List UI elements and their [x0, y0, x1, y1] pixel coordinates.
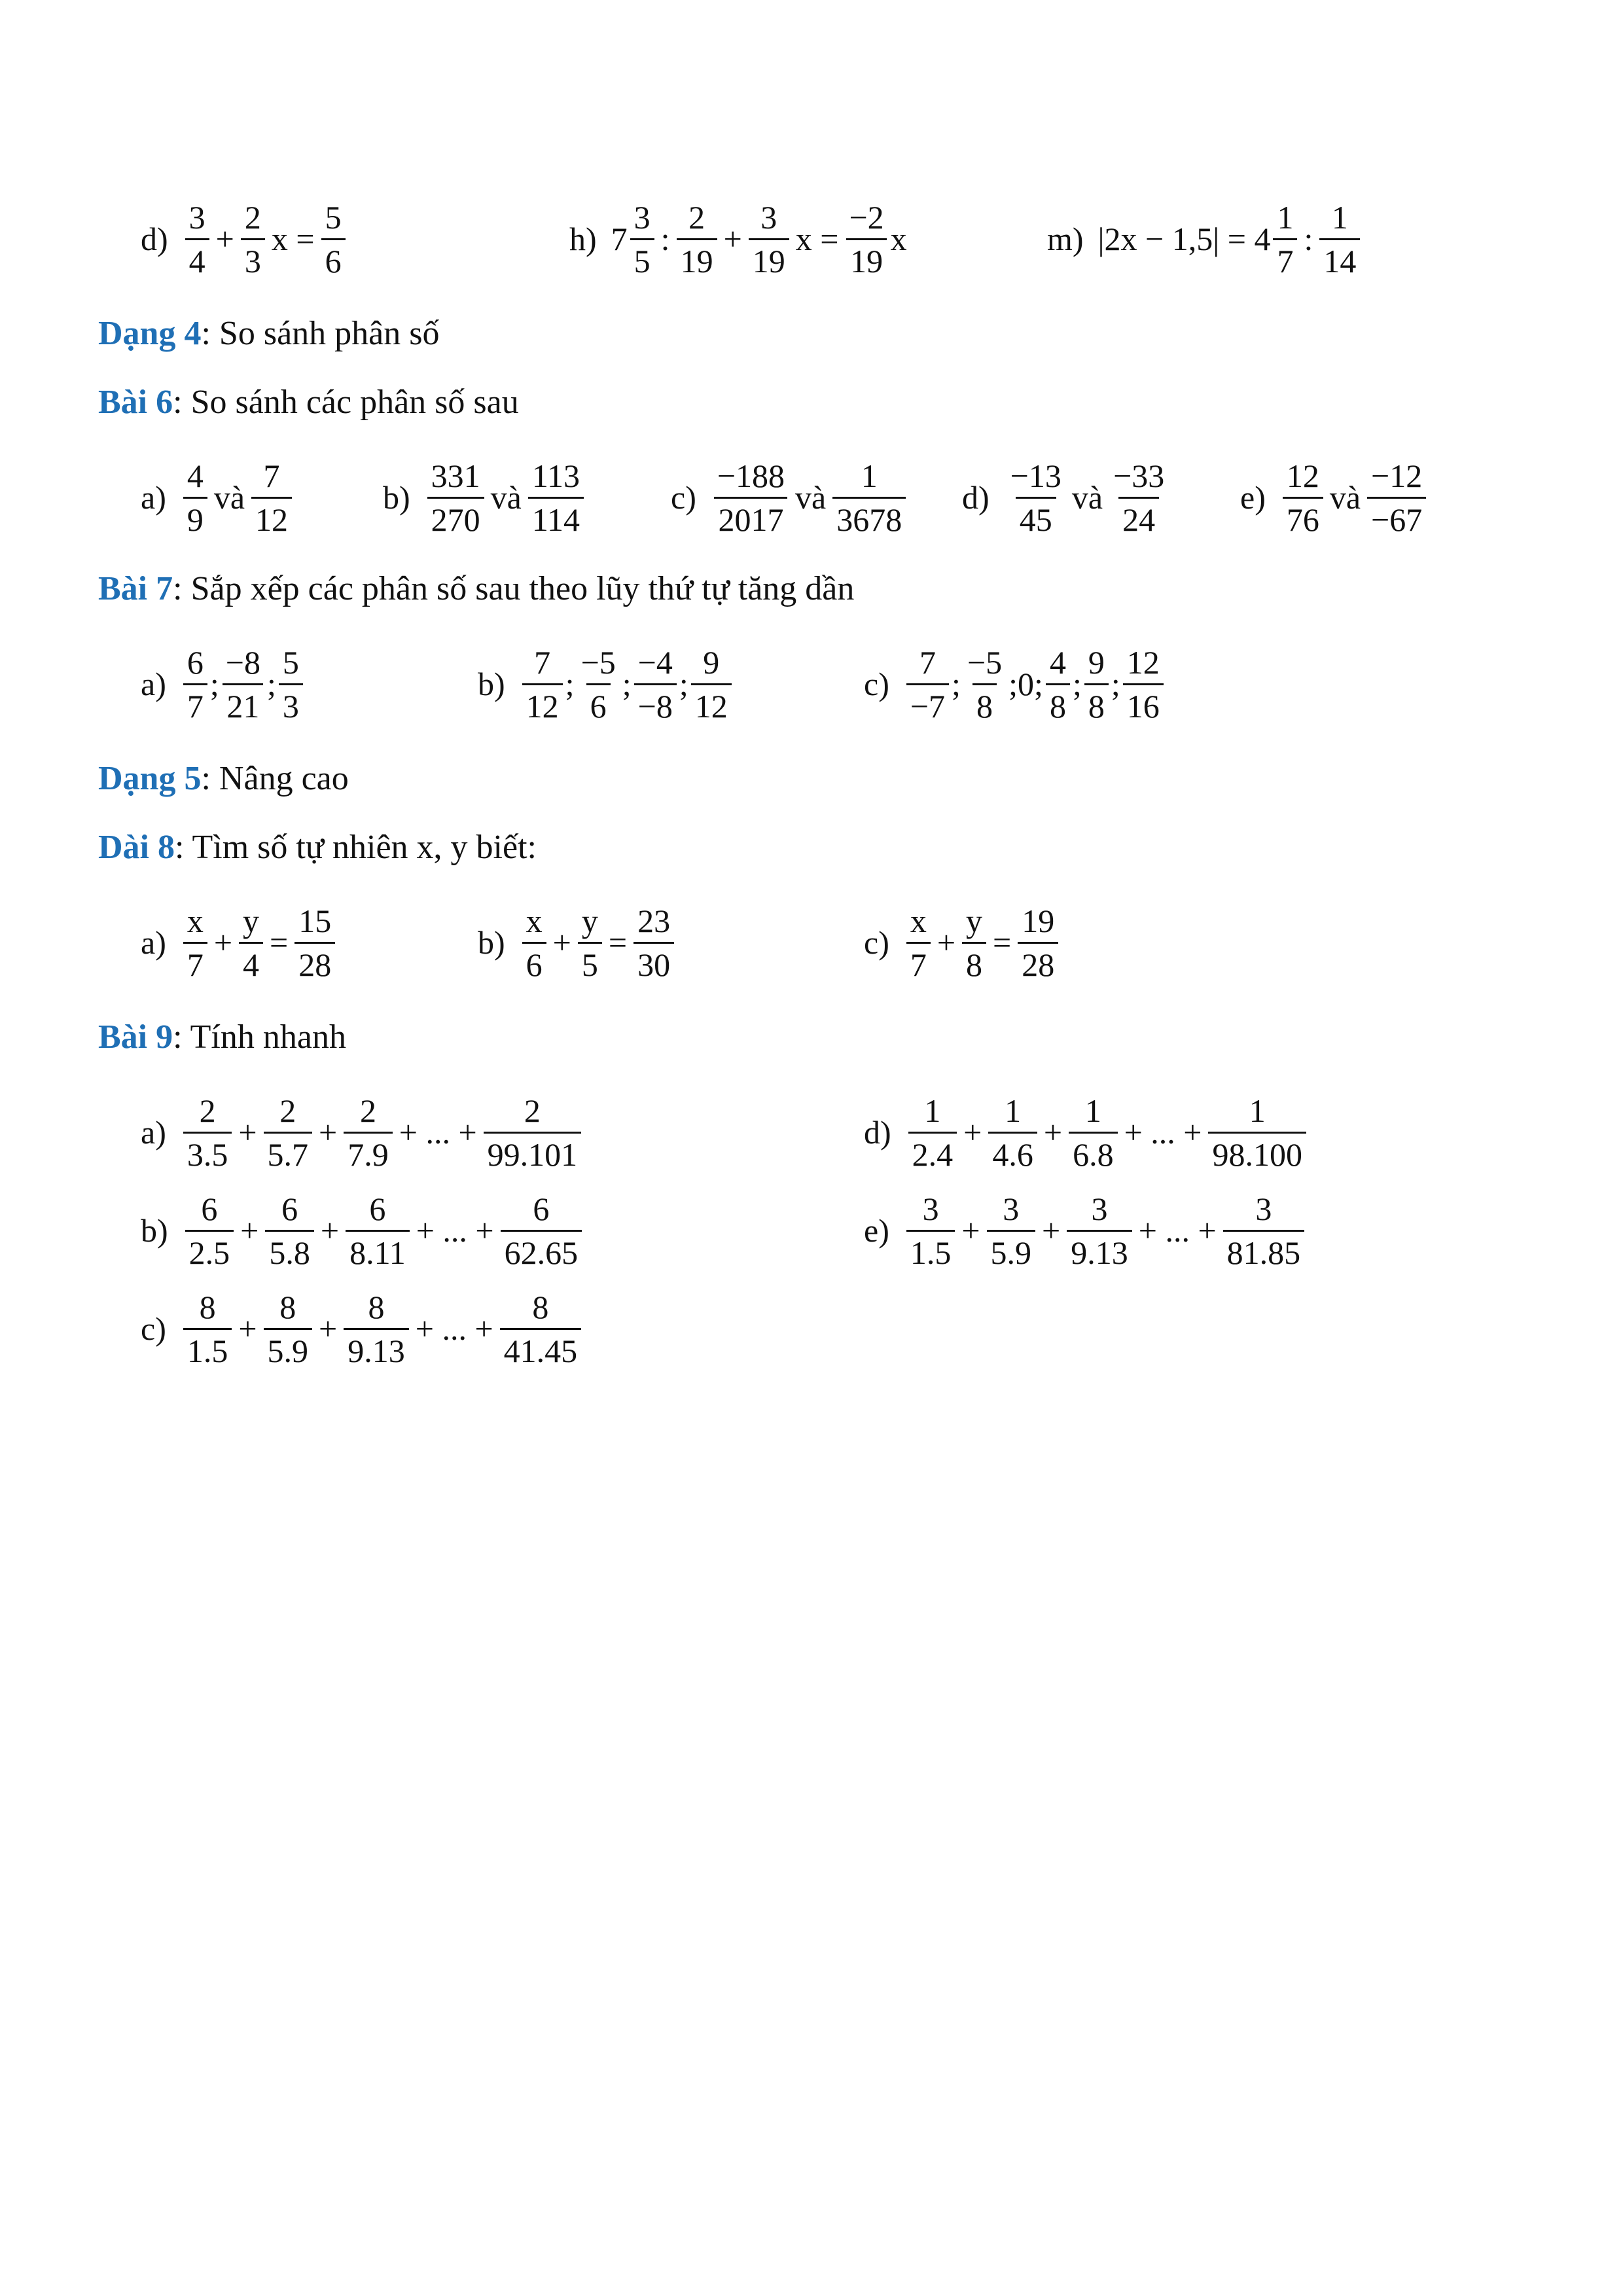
- fraction: [344, 1289, 409, 1369]
- fraction: [963, 644, 1006, 725]
- operator: :: [1304, 221, 1313, 257]
- numerator: 1: [1277, 198, 1294, 236]
- fraction: [1283, 457, 1323, 538]
- numerator: 3: [760, 198, 777, 236]
- bai8-item-b: [478, 893, 677, 992]
- denominator: 24: [1118, 497, 1159, 538]
- item-label: a): [141, 924, 166, 961]
- numerator: 8: [279, 1288, 296, 1325]
- denominator: 2017: [714, 497, 787, 538]
- fraction: [222, 644, 264, 725]
- numerator: x: [526, 902, 543, 939]
- fraction: [677, 199, 717, 279]
- denominator: −67: [1367, 497, 1426, 538]
- numerator: 19: [1022, 902, 1055, 939]
- heading-key: Dạng 4: [98, 315, 202, 352]
- bai9-row-2: [0, 1181, 1623, 1280]
- numerator: 2: [279, 1092, 296, 1129]
- separator: ;: [679, 666, 688, 702]
- denominator: 45: [1016, 497, 1056, 538]
- denominator: 76: [1283, 497, 1323, 538]
- section-heading-dang4: [98, 314, 439, 353]
- denominator: 5.9: [987, 1230, 1036, 1271]
- bai5-row: [0, 190, 1623, 288]
- fraction: [578, 903, 602, 983]
- fraction: [1084, 644, 1109, 725]
- separator: ;: [209, 666, 219, 702]
- numerator: 1: [924, 1092, 941, 1129]
- denominator: 5.9: [264, 1328, 313, 1369]
- denominator: 99.101: [484, 1132, 582, 1173]
- conjunction: và: [490, 479, 522, 516]
- numerator: 6: [201, 1190, 218, 1227]
- denominator: 1.5: [906, 1230, 955, 1271]
- fraction: [1018, 903, 1058, 983]
- operator: +: [319, 1310, 338, 1347]
- denominator: 12: [251, 497, 292, 538]
- ellipsis-operator: + ... +: [399, 1114, 477, 1151]
- bai7-item-b: [478, 635, 734, 733]
- fraction: [522, 644, 563, 725]
- denominator: 6.8: [1069, 1132, 1118, 1173]
- denominator: 8: [1046, 683, 1070, 725]
- numerator: 6: [369, 1190, 386, 1227]
- operator: =: [993, 924, 1012, 961]
- numerator: 3: [1091, 1190, 1108, 1227]
- denominator: −7: [906, 683, 949, 725]
- numerator: 9: [1088, 643, 1105, 681]
- bai7-item-c: [864, 635, 1166, 733]
- item-label: b): [478, 924, 505, 961]
- fraction: [183, 1289, 232, 1369]
- fraction: [264, 1289, 313, 1369]
- item-label: m): [1047, 221, 1084, 257]
- denominator: 114: [528, 497, 584, 538]
- numerator: 1: [1005, 1092, 1022, 1129]
- heading-text: : Tìm số tự nhiên x, y biết:: [175, 829, 537, 866]
- denominator: 6: [321, 238, 346, 279]
- denominator: 3: [241, 238, 265, 279]
- numerator: −33: [1113, 457, 1165, 494]
- numerator: 3: [922, 1190, 939, 1227]
- numerator: 5: [282, 643, 299, 681]
- fraction: [1109, 457, 1168, 538]
- item-label: c): [671, 479, 696, 516]
- numerator: −5: [580, 643, 616, 681]
- fraction: [522, 903, 546, 983]
- exercise-heading-bai8: [98, 828, 537, 867]
- denominator: 4: [185, 238, 209, 279]
- operator: +: [213, 924, 233, 961]
- ellipsis-operator: + ... +: [415, 1310, 493, 1347]
- numerator: −4: [637, 643, 673, 681]
- numerator: 2: [360, 1092, 376, 1129]
- bai9-item-e: [864, 1181, 1307, 1280]
- exercise-heading-bai9: [98, 1018, 346, 1056]
- item-label: e): [1240, 479, 1266, 516]
- item-label: a): [141, 666, 166, 702]
- whole-number: 7: [611, 221, 628, 257]
- numerator: 7: [263, 457, 280, 494]
- item-label: a): [141, 479, 166, 516]
- denominator: 16: [1123, 683, 1164, 725]
- item-label: c): [864, 924, 889, 961]
- denominator: 3: [279, 683, 303, 725]
- separator: ;: [952, 666, 961, 702]
- operator: =: [270, 924, 289, 961]
- bai5-item-h: [569, 190, 907, 288]
- fraction: [906, 1191, 955, 1271]
- fraction: [713, 457, 789, 538]
- denominator: 28: [1018, 942, 1058, 983]
- fraction: [251, 457, 292, 538]
- operator: +: [215, 221, 234, 257]
- item-label: c): [141, 1310, 166, 1347]
- numerator: 2: [688, 198, 705, 236]
- numerator: 5: [325, 198, 342, 236]
- fraction: [239, 903, 263, 983]
- numerator: −2: [849, 198, 884, 236]
- fraction: [241, 199, 265, 279]
- operator: =: [608, 924, 628, 961]
- heading-key: Dạng 5: [98, 760, 202, 797]
- bai8-row: [0, 893, 1623, 992]
- denominator: 5: [578, 942, 602, 983]
- fraction: [1067, 1191, 1132, 1271]
- fraction: [845, 199, 887, 279]
- bai9-item-d: [864, 1083, 1309, 1181]
- denominator: 6: [586, 683, 611, 725]
- numerator: 6: [281, 1190, 298, 1227]
- denominator: 7: [183, 683, 207, 725]
- exercise-heading-bai7: [98, 569, 854, 608]
- fraction: [501, 1191, 582, 1271]
- denominator: 12: [522, 683, 563, 725]
- denominator: 62.65: [501, 1230, 582, 1271]
- denominator: 4.6: [988, 1132, 1037, 1173]
- fraction: [183, 1092, 232, 1173]
- bai6-item-b: [383, 448, 586, 547]
- numerator: y: [243, 902, 260, 939]
- fraction: [749, 199, 789, 279]
- denominator: 9: [183, 497, 207, 538]
- fraction: [279, 644, 303, 725]
- heading-text: : Tính nhanh: [173, 1018, 346, 1056]
- denominator: 19: [749, 238, 789, 279]
- item-label: b): [383, 479, 410, 516]
- numerator: 4: [1049, 643, 1066, 681]
- numerator: −5: [967, 643, 1003, 681]
- numerator: 2: [199, 1092, 216, 1129]
- numerator: 1: [1084, 1092, 1101, 1129]
- denominator: 270: [427, 497, 484, 538]
- fraction: [500, 1289, 582, 1369]
- separator: ;: [622, 666, 632, 702]
- operator: +: [552, 924, 571, 961]
- denominator: 6: [522, 942, 546, 983]
- ellipsis-operator: + ... +: [416, 1212, 494, 1249]
- item-label: d): [141, 221, 168, 257]
- numerator: −8: [225, 643, 260, 681]
- denominator: −8: [634, 683, 677, 725]
- operator: +: [936, 924, 956, 961]
- denominator: 19: [846, 238, 887, 279]
- numerator: 7: [919, 643, 936, 681]
- fraction: [265, 1191, 314, 1271]
- denominator: 8: [972, 683, 997, 725]
- conjunction: và: [1329, 479, 1361, 516]
- denominator: 3678: [832, 497, 906, 538]
- fraction: [183, 644, 207, 725]
- bai7-row: [0, 635, 1623, 733]
- fraction: [1223, 1191, 1305, 1271]
- numerator: 9: [703, 643, 720, 681]
- operator: +: [961, 1212, 980, 1249]
- numerator: 4: [187, 457, 204, 494]
- numerator: 2: [524, 1092, 541, 1129]
- heading-key: Bài 6: [98, 384, 173, 421]
- fraction: [832, 457, 906, 538]
- operator: x =: [795, 221, 839, 257]
- zero-term: ;0;: [1008, 666, 1043, 702]
- numerator: −188: [717, 457, 785, 494]
- heading-key: Bài 9: [98, 1018, 173, 1056]
- fraction: [962, 903, 986, 983]
- fraction: [908, 1092, 957, 1173]
- numerator: y: [966, 902, 983, 939]
- fraction: [906, 644, 949, 725]
- denominator: 41.45: [500, 1328, 582, 1369]
- fraction: [346, 1191, 410, 1271]
- denominator: 8: [962, 942, 986, 983]
- denominator: 9.13: [344, 1328, 409, 1369]
- item-label: a): [141, 1114, 166, 1151]
- fraction: [183, 457, 207, 538]
- fraction: [1208, 1092, 1306, 1173]
- separator: ;: [1111, 666, 1120, 702]
- operator: +: [723, 221, 742, 257]
- denominator: 4: [239, 942, 263, 983]
- bai5-item-d: [141, 190, 348, 288]
- operator: +: [240, 1212, 259, 1249]
- numerator: 7: [534, 643, 551, 681]
- conjunction: và: [213, 479, 245, 516]
- fraction: [577, 644, 620, 725]
- fraction: [906, 903, 931, 983]
- operator: +: [1043, 1114, 1063, 1151]
- numerator: 12: [1126, 643, 1160, 681]
- denominator: 5: [630, 238, 654, 279]
- denominator: 2.4: [908, 1132, 957, 1173]
- fraction: [427, 457, 484, 538]
- denominator: 7: [1273, 238, 1297, 279]
- fraction: [1273, 199, 1297, 279]
- item-label: d): [962, 479, 990, 516]
- bai7-item-a: [141, 635, 306, 733]
- conjunction: và: [795, 479, 827, 516]
- fraction: [185, 199, 209, 279]
- numerator: 15: [298, 902, 332, 939]
- item-label: d): [864, 1114, 891, 1151]
- operator: x =: [271, 221, 315, 257]
- denominator: 5.7: [264, 1132, 313, 1173]
- heading-text: : So sánh các phân số sau: [173, 384, 519, 421]
- fraction: [1319, 199, 1360, 279]
- denominator: 3.5: [183, 1132, 232, 1173]
- numerator: 12: [1286, 457, 1319, 494]
- denominator: 7: [906, 942, 931, 983]
- heading-text: : So sánh phân số: [201, 315, 440, 352]
- denominator: 81.85: [1223, 1230, 1305, 1271]
- numerator: 113: [531, 457, 580, 494]
- fraction: [1123, 644, 1164, 725]
- bai9-row-1: [0, 1083, 1623, 1181]
- numerator: −12: [1371, 457, 1423, 494]
- numerator: 2: [244, 198, 261, 236]
- item-label: h): [569, 221, 597, 257]
- fraction: [633, 903, 674, 983]
- bai6-item-c: [671, 448, 908, 547]
- operator: +: [319, 1114, 338, 1151]
- fraction: [987, 1191, 1036, 1271]
- fraction: [691, 644, 732, 725]
- operator: +: [1042, 1212, 1061, 1249]
- numerator: 3: [1255, 1190, 1272, 1227]
- separator: ;: [1072, 666, 1082, 702]
- fraction: [1367, 457, 1426, 538]
- denominator: 19: [677, 238, 717, 279]
- fraction: [1007, 457, 1065, 538]
- bai9-item-a: [141, 1083, 584, 1181]
- fraction: [528, 457, 584, 538]
- fraction: [634, 644, 677, 725]
- denominator: 14: [1319, 238, 1360, 279]
- fraction: [294, 903, 335, 983]
- exercise-heading-bai6: [98, 383, 519, 422]
- fraction: [988, 1092, 1037, 1173]
- bai9-row-3: [0, 1280, 1623, 1378]
- fraction: [321, 199, 346, 279]
- numerator: 1: [1331, 198, 1348, 236]
- numerator: 6: [187, 643, 204, 681]
- separator: ;: [565, 666, 575, 702]
- numerator: 8: [368, 1288, 385, 1325]
- bai6-item-a: [141, 448, 294, 547]
- ellipsis-operator: + ... +: [1124, 1114, 1202, 1151]
- heading-key: Dài 8: [98, 829, 175, 866]
- numerator: 3: [633, 198, 651, 236]
- denominator: 7.9: [344, 1132, 393, 1173]
- denominator: 8: [1084, 683, 1109, 725]
- numerator: x: [910, 902, 927, 939]
- item-label: e): [864, 1212, 889, 1249]
- bai9-item-b: [141, 1181, 584, 1280]
- bai6-item-d: [962, 448, 1171, 547]
- numerator: 1: [861, 457, 878, 494]
- section-heading-dang5: [98, 759, 349, 798]
- operator: +: [238, 1114, 257, 1151]
- numerator: 1: [1249, 1092, 1266, 1129]
- denominator: 1.5: [183, 1328, 232, 1369]
- numerator: y: [581, 902, 598, 939]
- denominator: 98.100: [1208, 1132, 1306, 1173]
- item-label: b): [478, 666, 505, 702]
- numerator: 23: [637, 902, 671, 939]
- fraction: [484, 1092, 582, 1173]
- numerator: 3: [1003, 1190, 1020, 1227]
- numerator: 331: [431, 457, 480, 494]
- heading-text: : Sắp xếp các phân số sau theo lũy thứ tự tăng dần: [173, 570, 855, 607]
- bai9-item-c: [141, 1280, 584, 1378]
- bai8-item-c: [864, 893, 1061, 992]
- fraction: [344, 1092, 393, 1173]
- denominator: 8.11: [346, 1230, 410, 1271]
- item-label: c): [864, 666, 889, 702]
- operator: +: [320, 1212, 340, 1249]
- bai5-item-m: [1047, 190, 1363, 288]
- numerator: x: [187, 902, 204, 939]
- denominator: 2.5: [185, 1230, 234, 1271]
- numerator: −13: [1010, 457, 1061, 494]
- denominator: 7: [183, 942, 207, 983]
- heading-key: Bài 7: [98, 570, 173, 607]
- numerator: 8: [532, 1288, 549, 1325]
- denominator: 28: [294, 942, 335, 983]
- operator: :: [660, 221, 670, 257]
- item-label: b): [141, 1212, 168, 1249]
- bai8-item-a: [141, 893, 338, 992]
- abs-expression: |2x − 1,5| = 4: [1097, 221, 1271, 257]
- numerator: 8: [199, 1288, 216, 1325]
- operator: +: [238, 1310, 257, 1347]
- denominator: 9.13: [1067, 1230, 1132, 1271]
- operator: +: [963, 1114, 982, 1151]
- heading-text: : Nâng cao: [201, 760, 349, 797]
- numerator: 3: [188, 198, 205, 236]
- fraction: [185, 1191, 234, 1271]
- fraction: [1046, 644, 1070, 725]
- bai6-item-e: [1240, 448, 1429, 547]
- conjunction: và: [1071, 479, 1103, 516]
- fraction: [630, 199, 654, 279]
- ellipsis-operator: + ... +: [1138, 1212, 1217, 1249]
- numerator: 6: [533, 1190, 550, 1227]
- fraction: [183, 903, 207, 983]
- bai6-row: [0, 448, 1623, 547]
- denominator: 30: [633, 942, 674, 983]
- variable: x: [890, 221, 907, 257]
- denominator: 5.8: [265, 1230, 314, 1271]
- denominator: 12: [691, 683, 732, 725]
- separator: ;: [266, 666, 276, 702]
- denominator: 21: [223, 683, 263, 725]
- fraction: [264, 1092, 313, 1173]
- fraction: [1069, 1092, 1118, 1173]
